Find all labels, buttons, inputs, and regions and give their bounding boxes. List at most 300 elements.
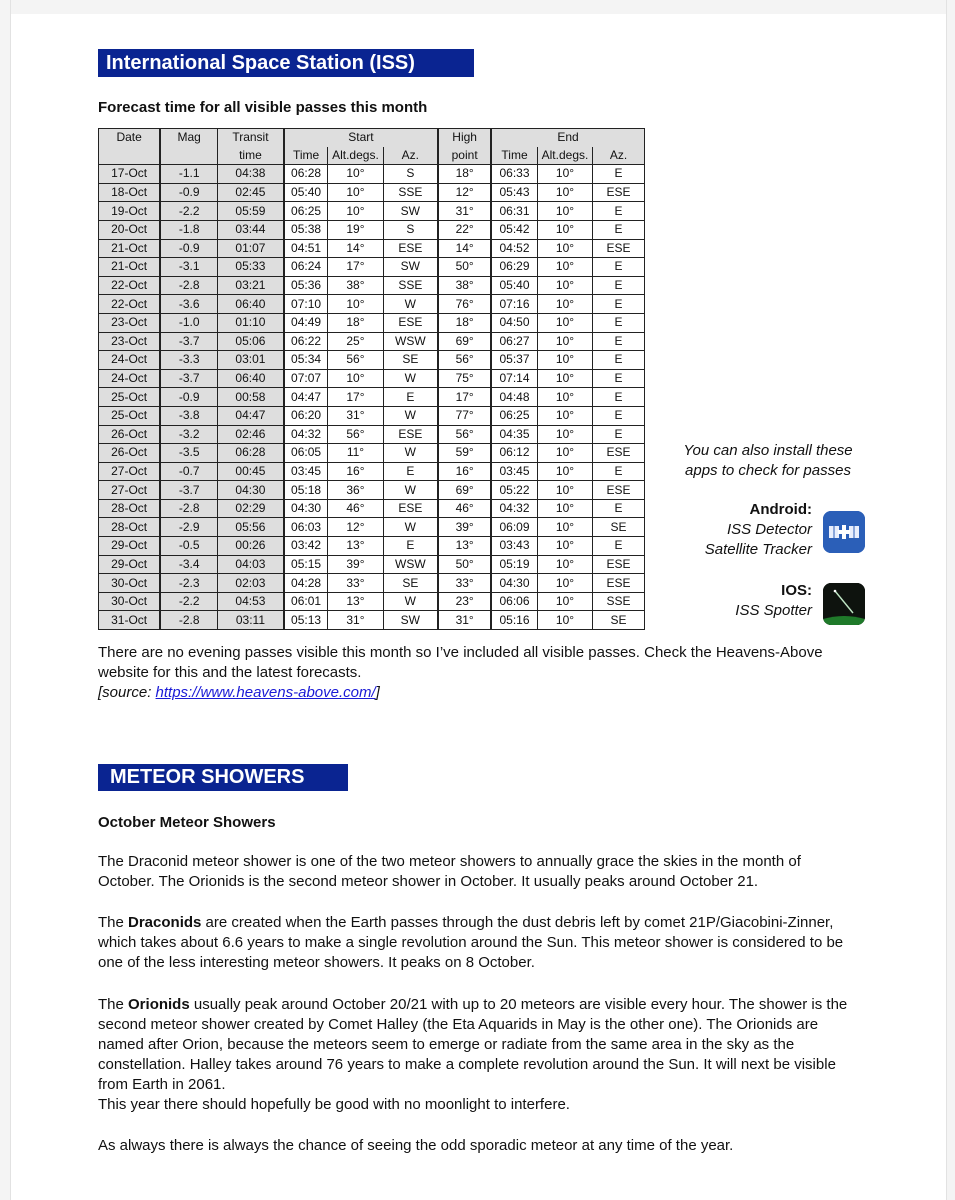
cell-end-az: E	[593, 165, 645, 184]
cell-transit-time: 02:45	[218, 183, 284, 202]
cell-high-point: 50°	[438, 258, 491, 277]
pass-row	[99, 574, 645, 593]
cell-end-time: 05:22	[491, 481, 537, 500]
cell-mag: -1.1	[160, 165, 217, 184]
page-left-edge	[0, 0, 11, 1200]
cell-mag: -3.1	[160, 258, 217, 277]
cell-start-alt: 25°	[328, 332, 383, 351]
ios-app-1: ISS Spotter	[735, 602, 812, 619]
forecast-heading: Forecast time for all visible passes this month	[98, 99, 428, 116]
cell-end-az: E	[593, 462, 645, 481]
cell-transit-time: 04:47	[218, 406, 284, 425]
cell-start-az: ESE	[383, 499, 438, 518]
cell-date: 25-Oct	[99, 406, 161, 425]
cell-end-time: 07:14	[491, 369, 537, 388]
cell-mag: -2.8	[160, 611, 217, 630]
cell-end-alt: 10°	[537, 555, 592, 574]
cell-start-alt: 10°	[328, 183, 383, 202]
source-line	[98, 683, 848, 703]
cell-end-az: E	[593, 295, 645, 314]
cell-end-alt: 10°	[537, 165, 592, 184]
cell-date: 19-Oct	[99, 202, 161, 221]
cell-start-time: 05:38	[284, 220, 328, 239]
cell-date: 21-Oct	[99, 258, 161, 277]
pass-row	[99, 555, 645, 574]
cell-mag: -0.7	[160, 462, 217, 481]
cell-start-az: SW	[383, 258, 438, 277]
cell-end-az: SSE	[593, 592, 645, 611]
pass-row	[99, 276, 645, 295]
pass-row	[99, 351, 645, 370]
cell-transit-time: 06:28	[218, 444, 284, 463]
cell-date: 22-Oct	[99, 276, 161, 295]
cell-mag: -0.9	[160, 388, 217, 407]
cell-end-alt: 10°	[537, 183, 592, 202]
cell-mag: -0.9	[160, 239, 217, 258]
cell-end-az: E	[593, 202, 645, 221]
cell-date: 25-Oct	[99, 388, 161, 407]
cell-start-alt: 31°	[328, 406, 383, 425]
cell-start-alt: 56°	[328, 425, 383, 444]
cell-start-az: WSW	[383, 332, 438, 351]
cell-start-az: W	[383, 295, 438, 314]
cell-end-time: 06:12	[491, 444, 537, 463]
cell-end-alt: 10°	[537, 313, 592, 332]
cell-start-alt: 10°	[328, 202, 383, 221]
cell-start-alt: 46°	[328, 499, 383, 518]
cell-end-az: SE	[593, 611, 645, 630]
cell-start-alt: 17°	[328, 258, 383, 277]
cell-date: 24-Oct	[99, 351, 161, 370]
source-suffix: ]	[375, 684, 380, 701]
passes-note	[98, 643, 848, 703]
cell-end-alt: 10°	[537, 220, 592, 239]
col-start-az: Az.	[383, 147, 438, 165]
cell-end-az: SE	[593, 518, 645, 537]
cell-date: 29-Oct	[99, 555, 161, 574]
cell-transit-time: 04:30	[218, 481, 284, 500]
cell-start-time: 05:34	[284, 351, 328, 370]
cell-start-time: 06:20	[284, 406, 328, 425]
android-app-2: Satellite Tracker	[704, 541, 812, 558]
cell-high-point: 23°	[438, 592, 491, 611]
cell-mag: -0.9	[160, 183, 217, 202]
cell-start-az: W	[383, 406, 438, 425]
android-apps	[660, 500, 812, 560]
col-date: Date	[99, 129, 161, 147]
cell-end-alt: 10°	[537, 276, 592, 295]
col-transit-sub: time	[218, 147, 284, 165]
october-meteor-heading: October Meteor Showers	[98, 814, 276, 831]
cell-date: 17-Oct	[99, 165, 161, 184]
cell-end-time: 05:40	[491, 276, 537, 295]
pass-row	[99, 388, 645, 407]
draconids-paragraph	[98, 913, 848, 973]
cell-start-alt: 18°	[328, 313, 383, 332]
cell-start-time: 06:25	[284, 202, 328, 221]
cell-mag: -3.4	[160, 555, 217, 574]
cell-high-point: 33°	[438, 574, 491, 593]
heavens-above-link[interactable]: https://www.heavens-above.com/	[155, 684, 376, 701]
cell-transit-time: 02:29	[218, 499, 284, 518]
cell-date: 21-Oct	[99, 239, 161, 258]
cell-end-az: E	[593, 332, 645, 351]
orionids-body: usually peak around October 20/21 with up to 20 meteors are visible every hour. The shower is the second meteor shower created by Comet Halley (the Eta Aquarids in May is the other one). The Orionids are named after Orion, because the meteors seem to emerge or radiate from the same area in the sky as the constellation. Halley takes around 76 years to make a complete revolution around the Sun. It will next be visible from Earth in 2061.	[98, 996, 848, 1093]
cell-high-point: 39°	[438, 518, 491, 537]
col-start-alt: Alt.degs.	[328, 147, 383, 165]
draconids-pre: The	[98, 914, 129, 931]
cell-start-time: 04:32	[284, 425, 328, 444]
pass-row	[99, 239, 645, 258]
col-date-blank	[99, 147, 161, 165]
moonlight-note: This year there should hopefully be good with no moonlight to interfere.	[98, 1096, 570, 1113]
cell-start-time: 05:15	[284, 555, 328, 574]
cell-end-alt: 10°	[537, 239, 592, 258]
pass-row	[99, 369, 645, 388]
orionids-term: Orionids	[128, 996, 190, 1013]
iss-detector-icon	[823, 511, 865, 553]
cell-high-point: 12°	[438, 183, 491, 202]
iss-passes-table	[98, 128, 645, 630]
cell-end-az: E	[593, 313, 645, 332]
pass-row	[99, 537, 645, 556]
cell-end-az: E	[593, 369, 645, 388]
cell-date: 20-Oct	[99, 220, 161, 239]
cell-start-az: S	[383, 165, 438, 184]
cell-end-alt: 10°	[537, 462, 592, 481]
cell-date: 23-Oct	[99, 313, 161, 332]
cell-end-alt: 10°	[537, 202, 592, 221]
cell-transit-time: 00:26	[218, 537, 284, 556]
cell-start-az: W	[383, 481, 438, 500]
cell-mag: -1.8	[160, 220, 217, 239]
cell-end-alt: 10°	[537, 406, 592, 425]
cell-end-alt: 10°	[537, 481, 592, 500]
cell-high-point: 13°	[438, 537, 491, 556]
cell-mag: -3.7	[160, 481, 217, 500]
cell-end-az: ESE	[593, 481, 645, 500]
cell-high-point: 69°	[438, 332, 491, 351]
cell-start-alt: 17°	[328, 388, 383, 407]
orionids-pre: The	[98, 996, 129, 1013]
pass-row	[99, 592, 645, 611]
cell-mag: -2.8	[160, 276, 217, 295]
cell-date: 18-Oct	[99, 183, 161, 202]
cell-end-time: 06:27	[491, 332, 537, 351]
cell-end-alt: 10°	[537, 537, 592, 556]
cell-transit-time: 02:46	[218, 425, 284, 444]
cell-end-az: E	[593, 406, 645, 425]
cell-start-time: 04:47	[284, 388, 328, 407]
cell-start-alt: 36°	[328, 481, 383, 500]
cell-end-az: E	[593, 351, 645, 370]
cell-transit-time: 03:01	[218, 351, 284, 370]
cell-start-time: 07:10	[284, 295, 328, 314]
cell-end-time: 04:32	[491, 499, 537, 518]
cell-high-point: 59°	[438, 444, 491, 463]
cell-transit-time: 04:38	[218, 165, 284, 184]
cell-start-az: ESE	[383, 239, 438, 258]
cell-date: 27-Oct	[99, 481, 161, 500]
cell-start-alt: 10°	[328, 369, 383, 388]
cell-high-point: 77°	[438, 406, 491, 425]
cell-high-point: 46°	[438, 499, 491, 518]
cell-mag: -2.3	[160, 574, 217, 593]
cell-transit-time: 03:11	[218, 611, 284, 630]
cell-start-az: WSW	[383, 555, 438, 574]
cell-start-alt: 39°	[328, 555, 383, 574]
cell-start-time: 04:28	[284, 574, 328, 593]
cell-start-az: SW	[383, 202, 438, 221]
cell-high-point: 16°	[438, 462, 491, 481]
cell-end-az: ESE	[593, 555, 645, 574]
cell-end-alt: 10°	[537, 425, 592, 444]
cell-transit-time: 06:40	[218, 369, 284, 388]
cell-end-time: 05:19	[491, 555, 537, 574]
cell-start-alt: 14°	[328, 239, 383, 258]
cell-transit-time: 05:33	[218, 258, 284, 277]
cell-start-time: 03:42	[284, 537, 328, 556]
pass-row	[99, 202, 645, 221]
cell-end-az: ESE	[593, 239, 645, 258]
cell-end-az: ESE	[593, 183, 645, 202]
pass-row	[99, 481, 645, 500]
col-start-group: Start	[284, 129, 438, 147]
col-transit: Transit	[218, 129, 284, 147]
cell-end-time: 05:42	[491, 220, 537, 239]
cell-start-time: 06:03	[284, 518, 328, 537]
cell-date: 24-Oct	[99, 369, 161, 388]
cell-date: 31-Oct	[99, 611, 161, 630]
cell-start-time: 07:07	[284, 369, 328, 388]
cell-start-az: E	[383, 537, 438, 556]
cell-end-alt: 10°	[537, 351, 592, 370]
draconids-term: Draconids	[128, 914, 202, 931]
cell-end-alt: 10°	[537, 518, 592, 537]
pass-row	[99, 462, 645, 481]
cell-end-alt: 10°	[537, 295, 592, 314]
cell-start-time: 06:01	[284, 592, 328, 611]
cell-high-point: 69°	[438, 481, 491, 500]
cell-date: 27-Oct	[99, 462, 161, 481]
col-end-alt: Alt.degs.	[537, 147, 592, 165]
cell-start-time: 05:13	[284, 611, 328, 630]
cell-start-time: 05:36	[284, 276, 328, 295]
cell-start-az: W	[383, 369, 438, 388]
col-mag-blank	[160, 147, 217, 165]
cell-end-alt: 10°	[537, 369, 592, 388]
cell-mag: -1.0	[160, 313, 217, 332]
cell-high-point: 17°	[438, 388, 491, 407]
meteor-section-title: METEOR SHOWERS	[98, 764, 348, 791]
cell-mag: -2.2	[160, 202, 217, 221]
col-high-sub: point	[438, 147, 491, 165]
cell-start-az: SE	[383, 574, 438, 593]
cell-start-alt: 13°	[328, 592, 383, 611]
cell-end-az: E	[593, 258, 645, 277]
cell-date: 30-Oct	[99, 592, 161, 611]
cell-end-time: 04:30	[491, 574, 537, 593]
cell-mag: -0.5	[160, 537, 217, 556]
cell-high-point: 38°	[438, 276, 491, 295]
pass-row	[99, 165, 645, 184]
cell-date: 22-Oct	[99, 295, 161, 314]
cell-end-alt: 10°	[537, 388, 592, 407]
cell-high-point: 76°	[438, 295, 491, 314]
cell-end-time: 05:16	[491, 611, 537, 630]
cell-date: 29-Oct	[99, 537, 161, 556]
cell-start-alt: 13°	[328, 537, 383, 556]
cell-date: 26-Oct	[99, 444, 161, 463]
cell-start-alt: 10°	[328, 295, 383, 314]
pass-row	[99, 425, 645, 444]
cell-mag: -3.2	[160, 425, 217, 444]
cell-end-alt: 10°	[537, 592, 592, 611]
cell-end-time: 06:25	[491, 406, 537, 425]
cell-mag: -3.7	[160, 332, 217, 351]
cell-end-time: 04:48	[491, 388, 537, 407]
cell-transit-time: 01:10	[218, 313, 284, 332]
cell-end-az: ESE	[593, 444, 645, 463]
cell-end-time: 03:45	[491, 462, 537, 481]
cell-mag: -3.3	[160, 351, 217, 370]
cell-start-az: W	[383, 518, 438, 537]
cell-mag: -2.8	[160, 499, 217, 518]
col-start-time: Time	[284, 147, 328, 165]
cell-transit-time: 05:06	[218, 332, 284, 351]
cell-end-alt: 10°	[537, 444, 592, 463]
pass-row	[99, 332, 645, 351]
cell-end-alt: 10°	[537, 332, 592, 351]
pass-row	[99, 499, 645, 518]
sporadic-meteor-paragraph: As always there is always the chance of seeing the odd sporadic meteor at any time of the year.	[98, 1137, 734, 1154]
cell-start-alt: 11°	[328, 444, 383, 463]
cell-start-az: S	[383, 220, 438, 239]
cell-transit-time: 05:59	[218, 202, 284, 221]
cell-transit-time: 01:07	[218, 239, 284, 258]
cell-mag: -3.8	[160, 406, 217, 425]
pass-row	[99, 220, 645, 239]
col-end-group: End	[491, 129, 644, 147]
cell-high-point: 31°	[438, 202, 491, 221]
cell-start-az: ESE	[383, 425, 438, 444]
cell-date: 28-Oct	[99, 499, 161, 518]
cell-date: 28-Oct	[99, 518, 161, 537]
cell-transit-time: 00:45	[218, 462, 284, 481]
cell-high-point: 56°	[438, 425, 491, 444]
cell-start-time: 06:28	[284, 165, 328, 184]
cell-start-time: 06:22	[284, 332, 328, 351]
cell-end-time: 04:52	[491, 239, 537, 258]
cell-high-point: 18°	[438, 165, 491, 184]
cell-start-az: E	[383, 462, 438, 481]
col-end-az: Az.	[593, 147, 645, 165]
cell-mag: -2.9	[160, 518, 217, 537]
cell-end-az: E	[593, 537, 645, 556]
cell-end-time: 04:50	[491, 313, 537, 332]
cell-date: 23-Oct	[99, 332, 161, 351]
cell-end-alt: 10°	[537, 258, 592, 277]
cell-end-time: 07:16	[491, 295, 537, 314]
cell-start-alt: 10°	[328, 165, 383, 184]
cell-mag: -3.5	[160, 444, 217, 463]
cell-transit-time: 04:53	[218, 592, 284, 611]
cell-end-az: E	[593, 220, 645, 239]
cell-start-time: 04:30	[284, 499, 328, 518]
cell-transit-time: 03:44	[218, 220, 284, 239]
pass-row	[99, 444, 645, 463]
cell-start-az: SE	[383, 351, 438, 370]
cell-start-alt: 12°	[328, 518, 383, 537]
cell-end-time: 06:33	[491, 165, 537, 184]
cell-date: 26-Oct	[99, 425, 161, 444]
cell-start-alt: 19°	[328, 220, 383, 239]
ios-apps	[660, 581, 812, 621]
cell-start-alt: 16°	[328, 462, 383, 481]
pass-row	[99, 518, 645, 537]
cell-end-az: E	[593, 425, 645, 444]
cell-start-az: SSE	[383, 183, 438, 202]
pass-row	[99, 183, 645, 202]
cell-end-time: 06:09	[491, 518, 537, 537]
cell-end-time: 04:35	[491, 425, 537, 444]
cell-start-alt: 38°	[328, 276, 383, 295]
cell-start-az: W	[383, 592, 438, 611]
cell-start-alt: 31°	[328, 611, 383, 630]
cell-mag: -3.7	[160, 369, 217, 388]
col-mag: Mag	[160, 129, 217, 147]
cell-start-time: 04:49	[284, 313, 328, 332]
cell-start-time: 05:40	[284, 183, 328, 202]
draconid-intro-paragraph: The Draconid meteor shower is one of the two meteor showers to annually grace the skies in the month of October. The Orionids is the second meteor shower in October. It usually peaks around October 21.	[98, 853, 801, 890]
source-prefix: [source:	[98, 684, 156, 701]
iss-section-title: International Space Station (ISS)	[98, 49, 474, 77]
cell-end-az: ESE	[593, 574, 645, 593]
cell-high-point: 22°	[438, 220, 491, 239]
cell-mag: -2.2	[160, 592, 217, 611]
cell-end-time: 06:29	[491, 258, 537, 277]
pass-row	[99, 611, 645, 630]
cell-mag: -3.6	[160, 295, 217, 314]
page-top-edge	[0, 0, 955, 14]
android-label: Android:	[749, 501, 812, 518]
cell-start-time: 06:05	[284, 444, 328, 463]
cell-start-time: 05:18	[284, 481, 328, 500]
pass-row	[99, 313, 645, 332]
cell-start-alt: 56°	[328, 351, 383, 370]
cell-transit-time: 06:40	[218, 295, 284, 314]
cell-end-alt: 10°	[537, 611, 592, 630]
cell-high-point: 14°	[438, 239, 491, 258]
col-end-time: Time	[491, 147, 537, 165]
cell-transit-time: 05:56	[218, 518, 284, 537]
android-app-1: ISS Detector	[726, 521, 812, 538]
cell-end-time: 06:31	[491, 202, 537, 221]
cell-start-az: W	[383, 444, 438, 463]
ios-label: IOS:	[781, 582, 812, 599]
pass-row	[99, 258, 645, 277]
cell-high-point: 75°	[438, 369, 491, 388]
cell-end-az: E	[593, 499, 645, 518]
cell-end-alt: 10°	[537, 499, 592, 518]
cell-start-alt: 33°	[328, 574, 383, 593]
apps-note: You can also install these apps to check for passes	[683, 442, 853, 479]
cell-start-az: E	[383, 388, 438, 407]
pass-row	[99, 295, 645, 314]
pass-row	[99, 406, 645, 425]
iss-spotter-icon	[823, 583, 865, 625]
passes-note-text: There are no evening passes visible this month so I’ve included all visible passes. Check the Heavens-Above website for this and the latest forecasts.	[98, 644, 823, 681]
